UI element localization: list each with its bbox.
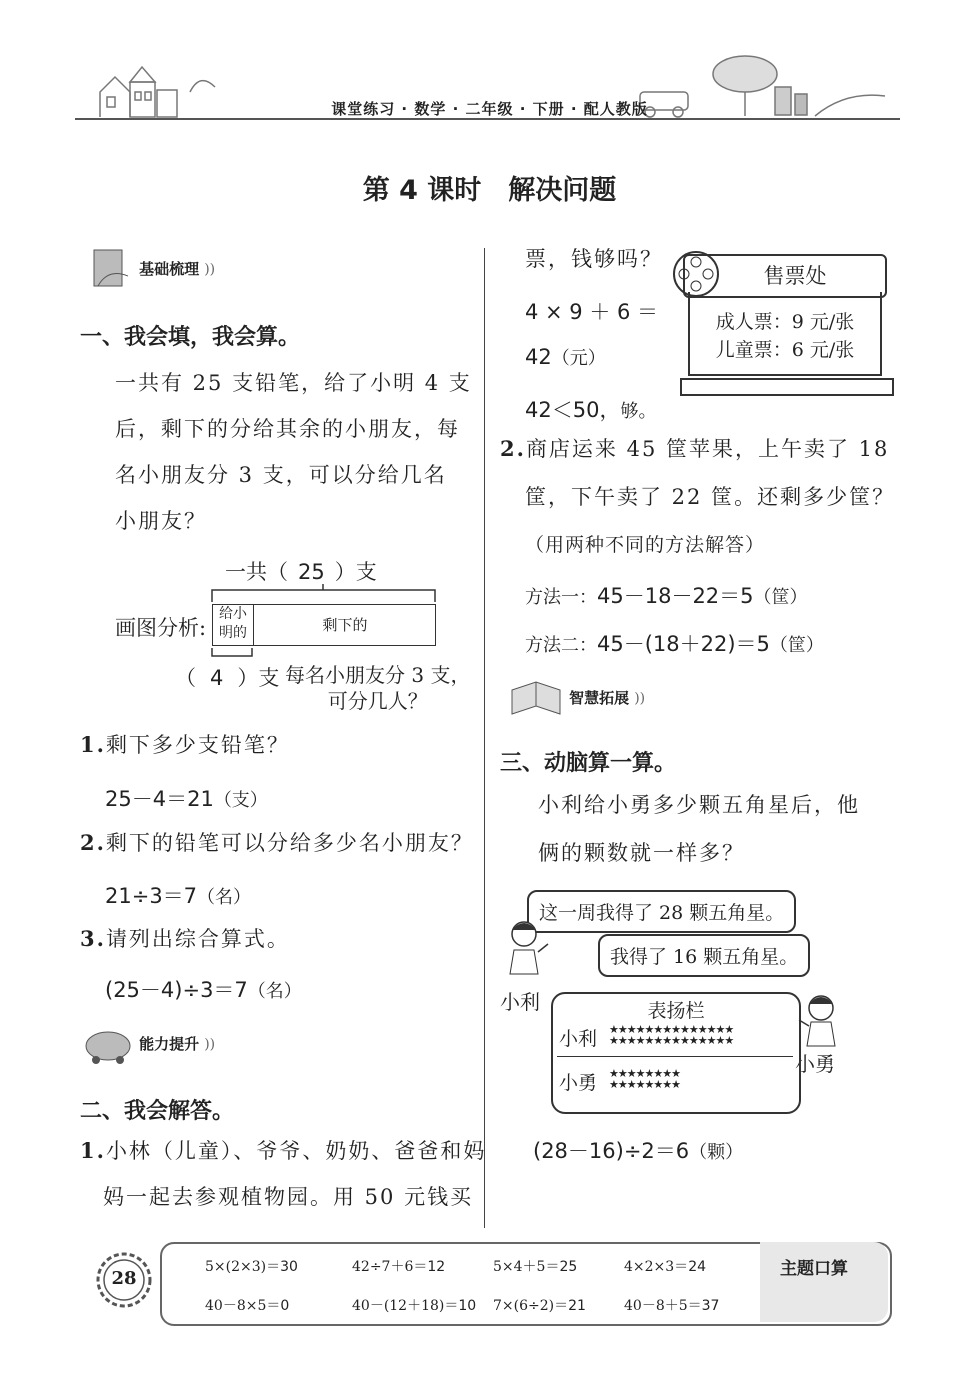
star-icon: ★ (671, 1078, 680, 1091)
diagram-total-brace (210, 584, 440, 604)
mental-math-7: 7×(6÷2)＝21 (493, 1298, 586, 1314)
star-icon: ★ (609, 1078, 618, 1091)
section-1-problem-line-4: 小朋友？ (115, 509, 207, 533)
section-3-heading: 三、动脑算一算。 (500, 751, 677, 776)
speech-bubble-xiaoli: 这一周我得了 28 颗五角星。 (527, 890, 796, 933)
section-1-heading: 一、我会填，我会算。 (80, 325, 301, 350)
name-xiaoyong: 小勇 (795, 1052, 835, 1076)
star-icon: ★ (635, 1034, 645, 1047)
method-2: 方法二：45－(18＋22)＝5（筐） (525, 632, 824, 656)
star-icon: ★ (706, 1034, 716, 1047)
header-series-text: 课堂练习 · 数学 · 二年级 · 下册 · 配人教版 (331, 100, 648, 118)
mental-math-6: 40－(12＋18)＝10 (352, 1298, 477, 1314)
star-icon: ★ (653, 1023, 663, 1036)
star-icon: ★ (609, 1034, 618, 1047)
section-1-problem-line-1: 一共有 25 支铅笔，给了小明 4 支 (115, 371, 472, 395)
star-icon: ★ (724, 1023, 734, 1036)
star-icon: ★ (653, 1078, 663, 1091)
star-icon: ★ (680, 1034, 689, 1047)
banner-wisdom: 智慧拓展 )) (508, 676, 645, 716)
diagram-given-label: （ 4 ）支 (175, 666, 280, 690)
mental-math-4: 4×2×3＝24 (624, 1259, 707, 1275)
question-2-answer: 21÷3＝7（名） (105, 884, 252, 908)
star-icon: ★ (617, 1023, 627, 1036)
question-1: 1.剩下多少支铅笔？ (80, 732, 290, 757)
star-icon: ★ (697, 1034, 707, 1047)
question-1-answer: 25－4＝21（支） (105, 787, 268, 811)
section-1-problem-line-2: 后，剩下的分给其余的小朋友，每 (115, 417, 460, 441)
star-icon: ★ (644, 1023, 654, 1036)
star-icon: ★ (688, 1034, 698, 1047)
name-xiaoli: 小利 (500, 990, 540, 1014)
star-icon: ★ (662, 1034, 672, 1047)
mental-math-1: 5×(2×3)＝30 (205, 1259, 298, 1275)
question-2: 2.剩下的铅笔可以分给多少名小朋友？ (80, 830, 474, 855)
star-icon: ★ (697, 1023, 707, 1036)
star-icon: ★ (715, 1023, 725, 1036)
praise-board-title: 表扬栏 (647, 1000, 705, 1022)
star-icon: ★ (662, 1023, 672, 1036)
star-icon: ★ (724, 1034, 734, 1047)
board-label-xiaoli: 小利 (559, 1028, 598, 1050)
diagram-remaining-segment: 剩下的 (322, 616, 368, 634)
diagram-note: 每名小朋友分 3 支， 可分几人？ (285, 663, 471, 713)
section-3-line-1: 小利给小勇多少颗五角星后，他 (538, 793, 860, 817)
section-3-line-2: 俩的颗数就一样多？ (538, 841, 745, 865)
star-icon: ★ (626, 1078, 636, 1091)
banner-wisdom-label: 智慧拓展 (569, 688, 630, 707)
star-icon: ★ (609, 1067, 618, 1080)
banner-basic-review: 基础梳理 )) (90, 246, 215, 286)
praise-board (551, 992, 801, 1114)
mental-math-5: 40－8×5＝0 (205, 1298, 290, 1314)
calc-line-1: 4 × 9 ＋ 6 ＝ (525, 300, 659, 324)
star-icon: ★ (653, 1034, 663, 1047)
diagram-total-label: 一共（ 25 ）支 (225, 560, 377, 584)
star-icon: ★ (644, 1078, 654, 1091)
section-1-problem-line-3: 名小朋友分 3 支，可以分给几名 (115, 463, 447, 487)
stars-xiaoyong (609, 1068, 719, 1090)
ticket-price-board (688, 292, 882, 376)
method-1: 方法一：45－18－22＝5（筐） (525, 584, 808, 608)
star-icon: ★ (635, 1067, 645, 1080)
star-icon: ★ (635, 1023, 645, 1036)
section-2-heading: 二、我会解答。 (80, 1099, 235, 1124)
star-icon: ★ (626, 1034, 636, 1047)
mental-math-8: 40－8＋5＝37 (624, 1298, 720, 1314)
diagram-given-value: 4 (210, 666, 224, 690)
star-icon: ★ (715, 1034, 725, 1047)
ticket-sign-title: 售票处 (763, 264, 827, 288)
star-icon: ★ (644, 1067, 654, 1080)
star-icon: ★ (617, 1067, 627, 1080)
star-icon: ★ (680, 1023, 689, 1036)
star-icon: ★ (626, 1067, 636, 1080)
diagram-total-value: 25 (298, 560, 325, 584)
question-3: 3.请列出综合算式。 (80, 926, 290, 951)
ticket-adult-price: 成人票：9 元/张 (715, 311, 855, 333)
diagram-given-segment: 给小 明的 (213, 605, 254, 645)
star-icon: ★ (706, 1023, 716, 1036)
mental-math-3: 5×4＋5＝25 (493, 1259, 578, 1275)
praise-board-divider (557, 1056, 793, 1057)
boy-xiaoli-icon (500, 918, 552, 978)
section-2-q1-line-1: 1.小林（儿童）、爷爷、奶奶、爸爸和妈 (80, 1138, 487, 1163)
banner-ability: 能力提升 )) (82, 1022, 215, 1062)
banner-ability-label: 能力提升 (139, 1034, 200, 1053)
continuation-line: 票，钱够吗？ (525, 247, 663, 271)
diagram-label: 画图分析: (115, 616, 207, 640)
book-icon (90, 246, 134, 292)
star-icon: ★ (688, 1023, 698, 1036)
star-icon: ★ (671, 1067, 680, 1080)
banner-basic-label: 基础梳理 (139, 259, 200, 278)
star-icon: ★ (617, 1078, 627, 1091)
ticket-child-price: 儿童票：6 元/张 (715, 339, 855, 361)
question-3-answer: (25－4)÷3＝7（名） (105, 978, 302, 1002)
star-icon: ★ (671, 1034, 680, 1047)
boy-xiaoyong-icon (795, 992, 845, 1048)
open-book-icon (508, 676, 564, 720)
star-icon: ★ (609, 1023, 618, 1036)
section-3-answer: (28－16)÷2＝6（颗） (533, 1139, 744, 1163)
board-label-xiaoyong: 小勇 (559, 1072, 598, 1094)
speech-bubble-xiaoyong: 我得了 16 颗五角星。 (598, 934, 810, 977)
star-icon: ★ (653, 1067, 663, 1080)
calc-line-2: 42（元） (525, 345, 606, 369)
car-icon (82, 1022, 134, 1066)
diagram-bar (212, 604, 436, 646)
star-icon: ★ (671, 1023, 680, 1036)
column-divider (484, 248, 485, 1228)
star-icon: ★ (662, 1067, 672, 1080)
right-q2-line-2: 筐，下午卖了 22 筐。还剩多少筐？ (525, 485, 896, 509)
right-q2-line-3: （用两种不同的方法解答） (525, 534, 766, 556)
star-icon: ★ (617, 1034, 627, 1047)
mental-math-2: 42÷7＋6＝12 (352, 1259, 446, 1275)
star-icon: ★ (662, 1078, 672, 1091)
lesson-title: 第 4 课时 解决问题 (362, 175, 617, 206)
section-2-q1-line-2: 妈一起去参观植物园。用 50 元钱买 (103, 1185, 474, 1209)
mental-math-tag: 主题口算 (780, 1259, 848, 1279)
page-number: 28 (111, 1268, 137, 1289)
right-q2-line-1: 2.商店运来 45 筐苹果，上午卖了 18 (500, 436, 890, 461)
star-icon: ★ (626, 1023, 636, 1036)
ticket-counter-base (680, 378, 894, 396)
star-icon: ★ (635, 1078, 645, 1091)
star-icon: ★ (644, 1034, 654, 1047)
calc-line-3: 42＜50，够。 (525, 398, 657, 422)
stars-xiaoli (609, 1024, 789, 1046)
